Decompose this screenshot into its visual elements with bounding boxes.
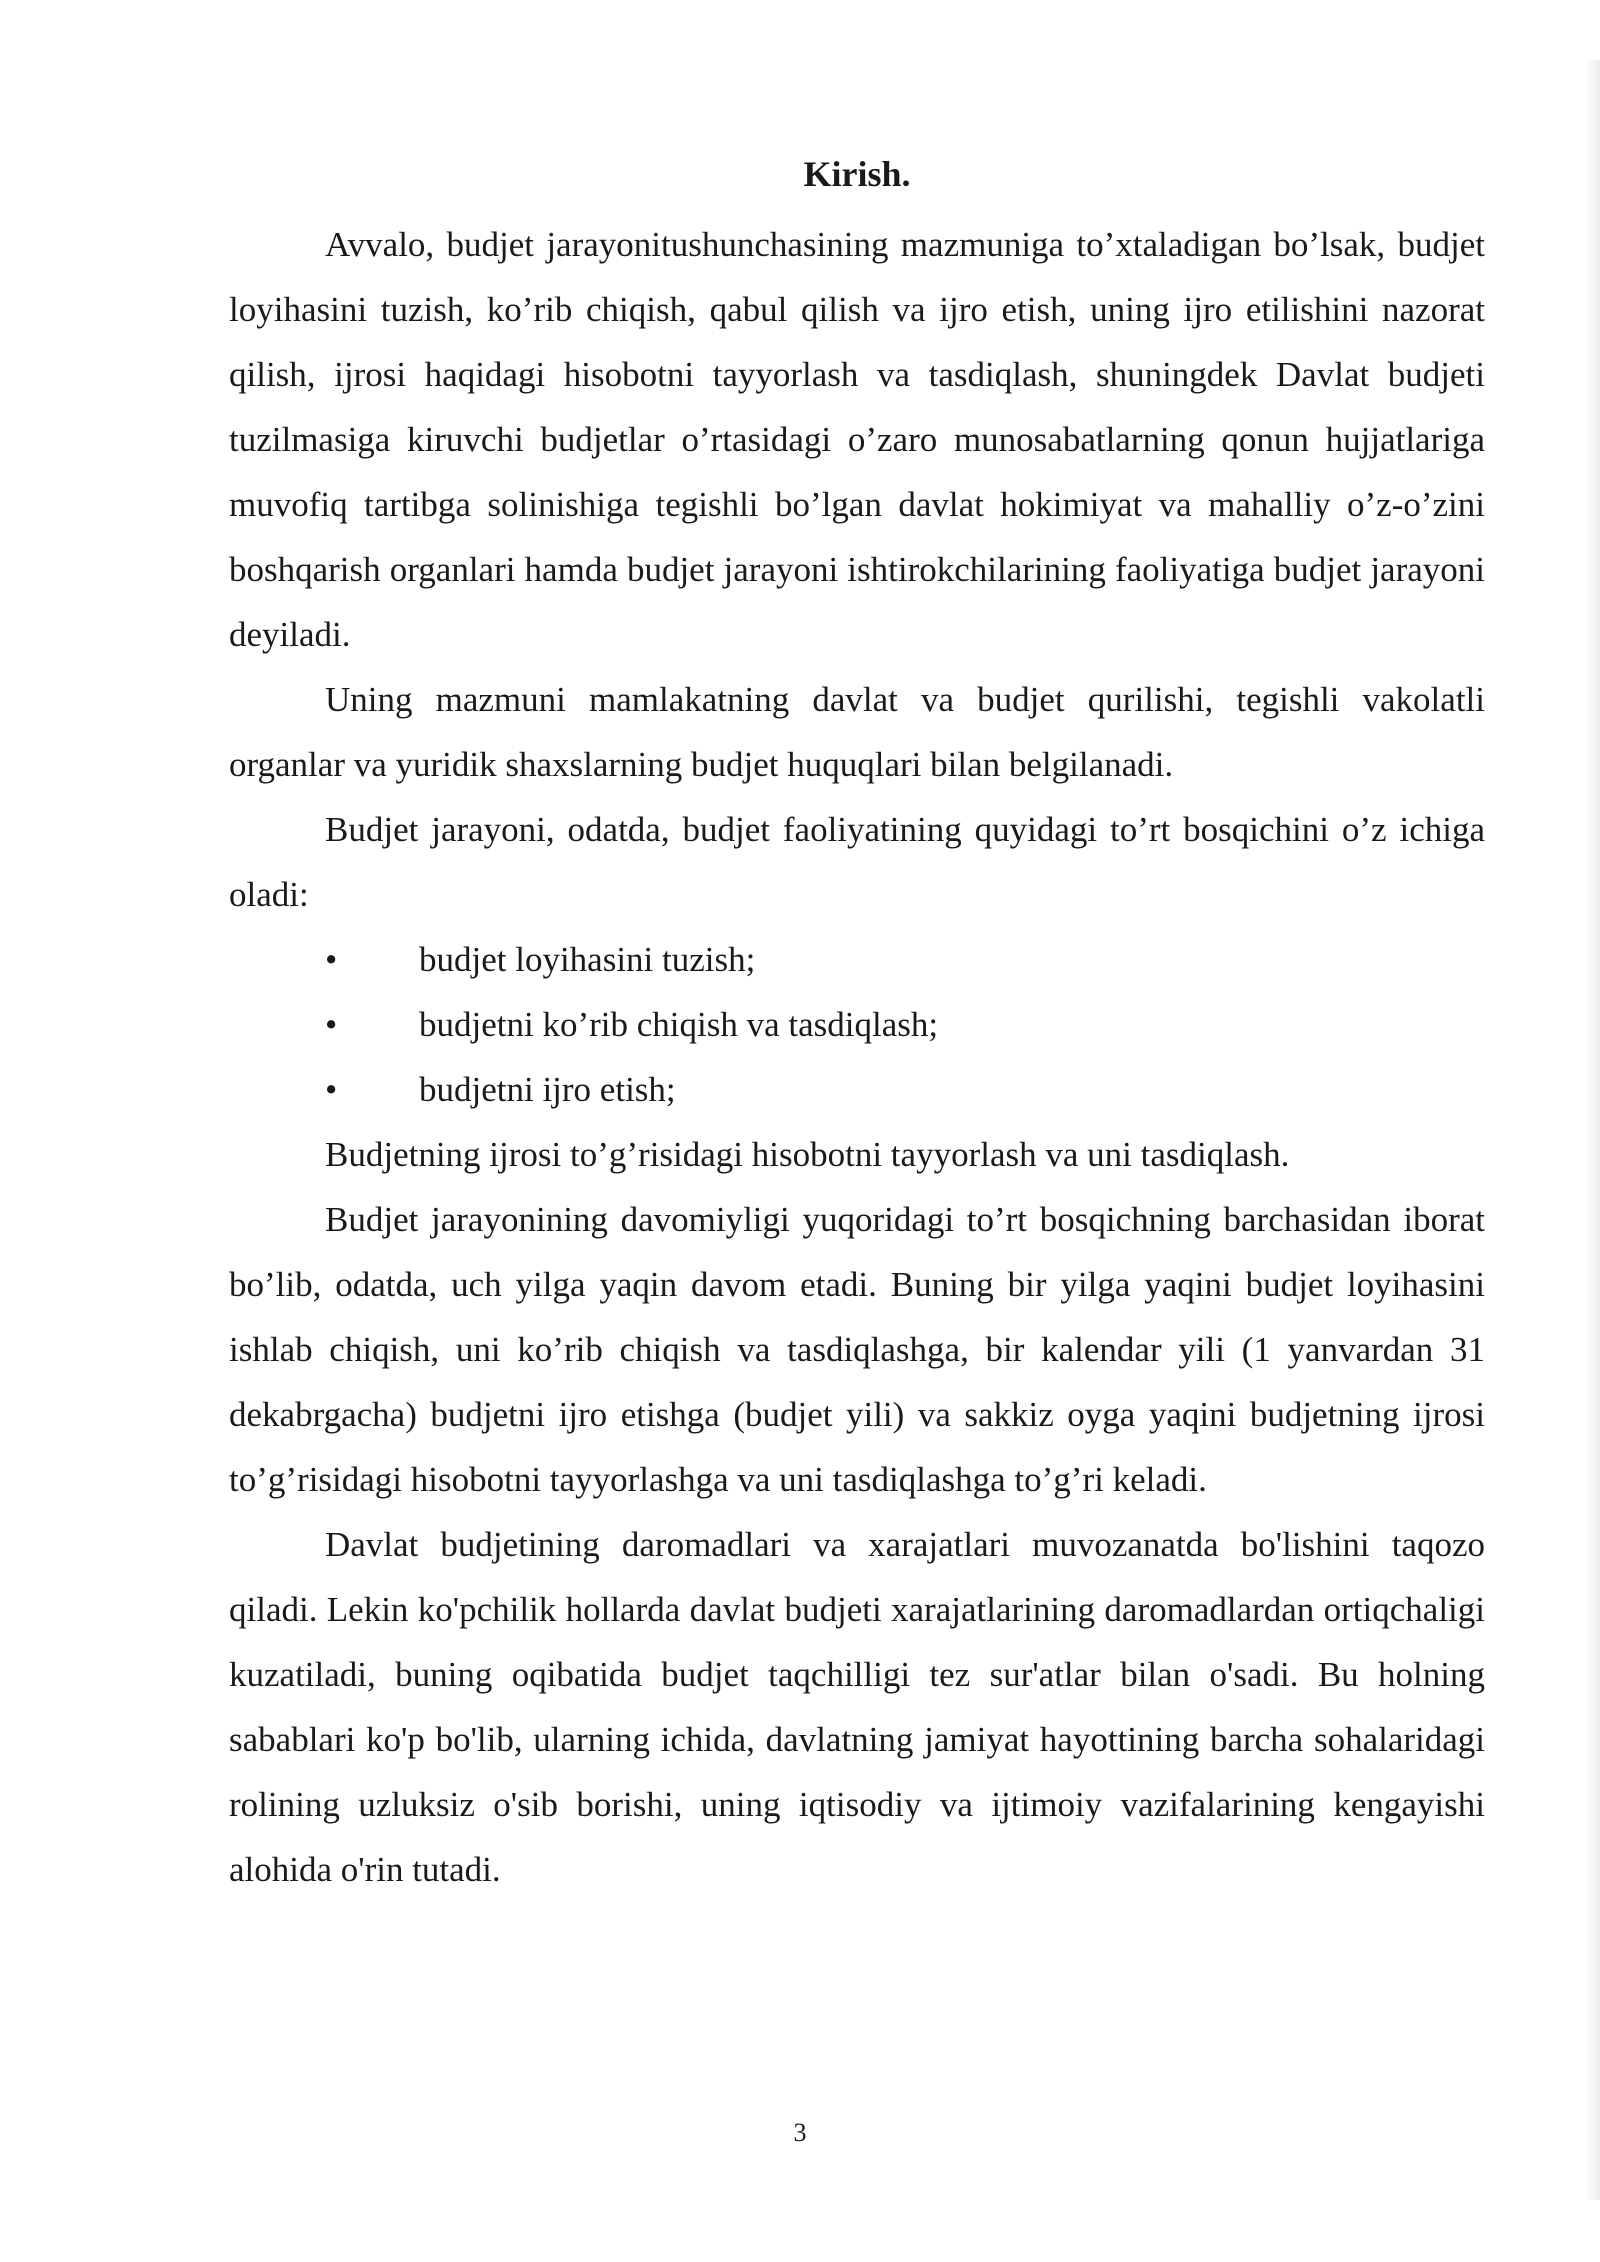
list-item — [229, 1057, 1485, 1122]
paragraph-1: Avvalo, budjet jarayonitushunchasining mazmuniga to’xtaladigan bo’lsak, budjet loyihasini tuzish, ko’rib chiqish, qabul qilish va ijro etish, uning ijro etilishini nazorat qilish, ijrosi haqidagi hisobotni tayyorlash va tasdiqlash, shuningdek Davlat budjeti tuzilmasiga kiruvchi budjetlar o’rtasidagi o’zaro munosabatlarning qonun hujjatlariga muvofiq tartibga solinishiga tegishli bo’lgan davlat hokimiyat va mahalliy o’z-o’zini boshqarish organlari hamda budjet jarayoni ishtirokchilarining faoliyatiga budjet jarayoni deyiladi. — [229, 225, 1485, 654]
list-item-text: budjetni ijro etish; — [419, 1070, 676, 1109]
list-item — [229, 992, 1485, 1057]
paragraph-5: Budjet jarayonining davomiyligi yuqoridagi to’rt bosqichning barchasidan iborat bo’lib, odatda, uch yilga yaqin davom etadi. Buning bir yilga yaqini budjet loyihasini ishlab chiqish, uni ko’rib chiqish va tasdiqlashga, bir kalendar yili (1 yanvardan 31 dekabrgacha) budjetni ijro etishga (budjet yili) va sakkiz oyga yaqini budjetning ijrosi to’g’risidagi hisobotni tayyorlashga va uni tasdiqlashga to’g’ri keladi. — [229, 1200, 1485, 1499]
list-item-text: budjet loyihasini tuzish; — [419, 940, 756, 979]
bullet-icon: • — [325, 940, 338, 979]
bullet-icon: • — [325, 1070, 338, 1109]
section-title: Kirish. — [803, 154, 911, 194]
paragraph-6: Davlat budjetining daromadlari va xarajatlari muvozanatda bo'lishini taqozo qiladi. Lekin ko'pchilik hollarda davlat budjeti xarajatlarining daromadlardan ortiqchaligi kuzatiladi, buning oqibatida budjet taqchilligi tez sur'atlar bilan o'sadi. Bu holning sabablari ko'p bo'lib, ularning ichida, davlatning jamiyat hayottining barcha sohalaridagi rolining uzluksiz o'sib borishi, uning iqtisodiy va ijtimoiy vazifalarining kengayishi alohida o'rin tutadi. — [229, 1525, 1485, 1889]
paragraph-4: Budjetning ijrosi to’g’risidagi hisobotni tayyorlash va uni tasdiqlash. — [325, 1135, 1290, 1174]
paragraph-3: Budjet jarayoni, odatda, budjet faoliyatining quyidagi to’rt bosqichini o’z ichiga oladi: — [229, 810, 1485, 914]
page-content — [229, 148, 1485, 1902]
page-edge-shadow — [1586, 60, 1600, 2200]
stages-list — [229, 927, 1485, 1122]
paragraph-2: Uning mazmuni mamlakatning davlat va budjet qurilishi, tegishli vakolatli organlar va yuridik shaxslarning budjet huquqlari bilan belgilanadi. — [229, 680, 1485, 784]
page-number: 3 — [793, 2118, 807, 2147]
bullet-icon: • — [325, 1005, 338, 1044]
list-item-text: budjetni ko’rib chiqish va tasdiqlash; — [419, 1005, 939, 1044]
list-item — [229, 927, 1485, 992]
